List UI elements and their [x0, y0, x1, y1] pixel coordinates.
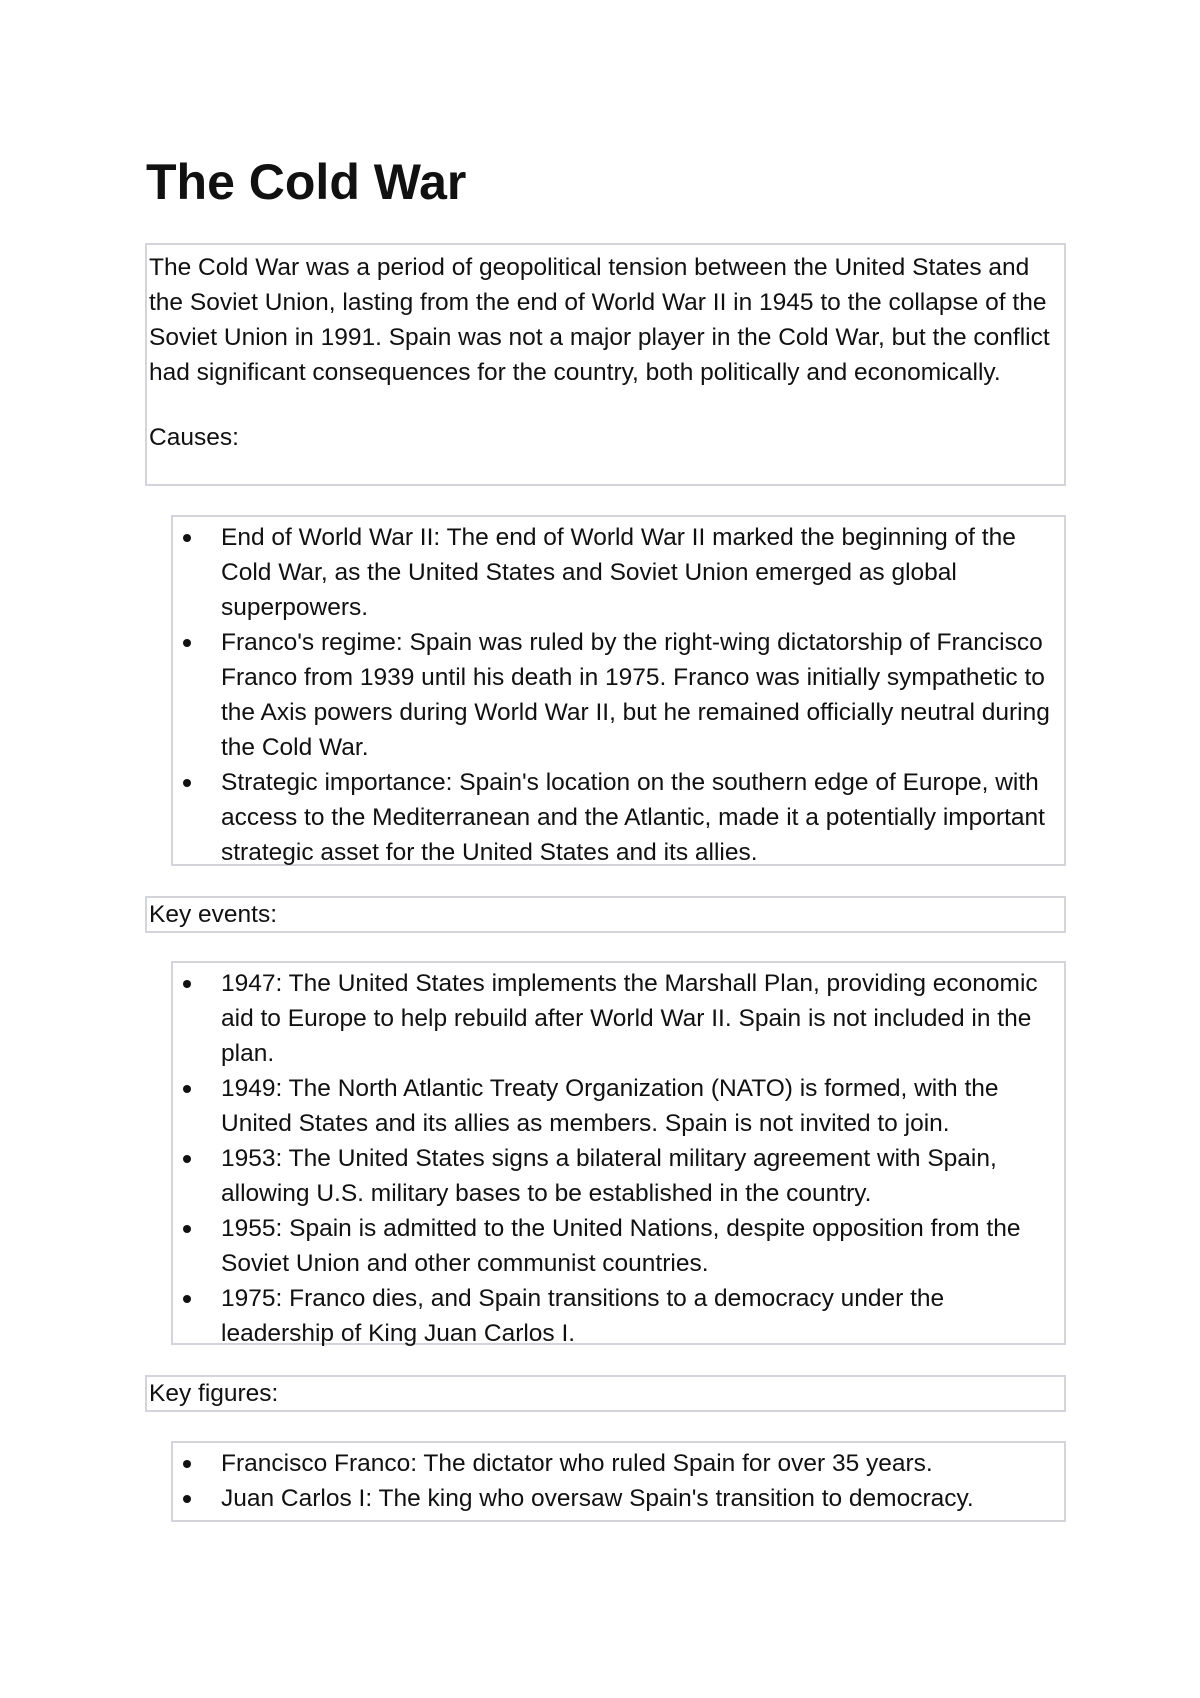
list-item — [173, 765, 1054, 870]
causes-label: Causes: — [149, 424, 239, 451]
list-item — [173, 625, 1054, 765]
bullet-icon — [183, 1460, 191, 1468]
causes-list-box — [171, 515, 1066, 866]
bullet-icon — [183, 779, 191, 787]
list-item — [173, 1281, 1054, 1351]
causes-list — [173, 520, 1054, 870]
list-item — [173, 1481, 1054, 1516]
list-item — [173, 520, 1054, 625]
intro-box — [145, 243, 1066, 486]
bullet-icon — [183, 980, 191, 988]
list-item-text: Juan Carlos I: The king who oversaw Spain's transition to democracy. — [221, 1485, 974, 1512]
list-item-text: End of World War II: The end of World War II marked the beginning of the Cold War, as the United States and Soviet Union emerged as global superpowers. — [221, 524, 1016, 621]
key-events-list-box — [171, 961, 1066, 1345]
list-item — [173, 1141, 1054, 1211]
bullet-icon — [183, 1295, 191, 1303]
key-figures-list — [173, 1446, 1054, 1516]
list-item-text: 1947: The United States implements the Marshall Plan, providing economic aid to Europe to help rebuild after World War II. Spain is not included in the plan. — [221, 970, 1038, 1067]
list-item-text: 1953: The United States signs a bilateral military agreement with Spain, allowing U.S. military bases to be established in the country. — [221, 1145, 997, 1207]
list-item — [173, 1211, 1054, 1281]
bullet-icon — [183, 1085, 191, 1093]
list-item-text: 1975: Franco dies, and Spain transitions to a democracy under the leadership of King Juan Carlos I. — [221, 1285, 945, 1347]
key-events-list — [173, 966, 1054, 1351]
key-figures-label: Key figures: — [149, 1380, 279, 1407]
list-item-text: 1955: Spain is admitted to the United Nations, despite opposition from the Soviet Union and other communist countries. — [221, 1215, 1021, 1277]
key-events-label: Key events: — [149, 901, 278, 928]
bullet-icon — [183, 534, 191, 542]
key-events-label-box — [145, 896, 1066, 933]
list-item — [173, 966, 1054, 1071]
paragraph-spacer — [149, 390, 1056, 420]
list-item-text: 1949: The North Atlantic Treaty Organization (NATO) is formed, with the United States and its allies as members. Spain is not invited to join. — [221, 1075, 999, 1137]
bullet-icon — [183, 1495, 191, 1503]
list-item — [173, 1446, 1054, 1481]
list-item-text: Francisco Franco: The dictator who ruled Spain for over 35 years. — [221, 1450, 933, 1477]
bullet-icon — [183, 1155, 191, 1163]
list-item — [173, 1071, 1054, 1141]
intro-paragraph: The Cold War was a period of geopolitical tension between the United States and the Soviet Union, lasting from the end of World War II in 1945 to the collapse of the Soviet Union in 1991. Spain was not a major player in the Cold War, but the conflict had significant consequences for the country, both politically and economically. — [149, 254, 1050, 386]
list-item-text: Franco's regime: Spain was ruled by the right-wing dictatorship of Francisco Franco from 1939 until his death in 1975. Franco was initially sympathetic to the Axis powers during World War II, but he remained officially neutral during the Cold War. — [221, 629, 1050, 761]
bullet-icon — [183, 639, 191, 647]
page-title: The Cold War — [146, 154, 467, 210]
list-item-text: Strategic importance: Spain's location on the southern edge of Europe, with access to the Mediterranean and the Atlantic, made it a potentially important strategic asset for the United States and its allies. — [221, 769, 1045, 866]
key-figures-list-box — [171, 1441, 1066, 1522]
key-figures-label-box — [145, 1375, 1066, 1412]
bullet-icon — [183, 1225, 191, 1233]
